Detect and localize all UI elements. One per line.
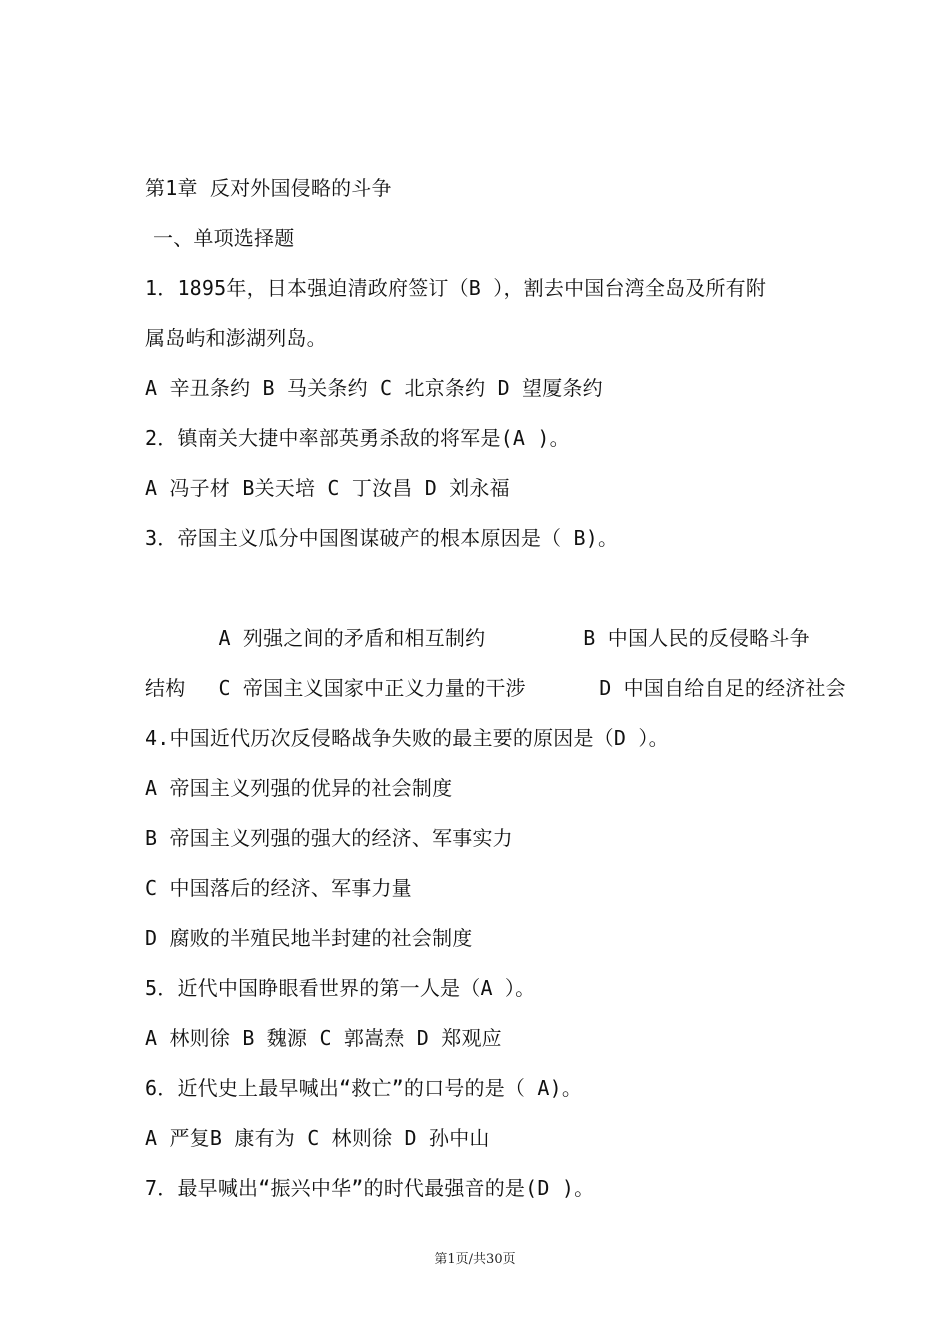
question-4: 4.中国近代历次反侵略战争失败的最主要的原因是（D ）。 [145,726,669,750]
question-3: 3．帝国主义瓜分中国图谋破产的根本原因是（ B)。 [145,526,619,550]
option-gap [526,676,599,700]
section-title: 一、单项选择题 [153,226,295,250]
option-gap [485,626,583,650]
question-3-option-d: D 中国自给自足的经济社会 [599,676,846,700]
question-7: 7．最早喊出“振兴中华”的时代最强音的是(D )。 [145,1176,595,1200]
page-number: 第1页/共30页 [434,1252,516,1267]
question-4-option-a: A 帝国主义列强的优异的社会制度 [145,776,453,800]
question-3-option-d-continued: 结构 [145,676,186,700]
question-6-options: A 严复B 康有为 C 林则徐 D 孙中山 [145,1126,490,1150]
question-4-option-b: B 帝国主义列强的强大的经济、军事实力 [145,826,513,850]
question-2-options: A 冯子材 B关天培 C 丁汝昌 D 刘永福 [145,476,510,500]
question-3-option-b: B 中国人民的反侵略斗争 [583,626,810,650]
question-1-options: A 辛丑条约 B 马关条约 C 北京条约 D 望厦条约 [145,376,603,400]
question-3-options-row-1 [145,563,815,650]
question-3-option-a: A 列强之间的矛盾和相互制约 [218,626,486,650]
question-5-options: A 林则徐 B 魏源 C 郭嵩焘 D 郑观应 [145,1026,502,1050]
question-4-option-c: C 中国落后的经济、军事力量 [145,876,412,900]
chapter-title: 第1章 反对外国侵略的斗争 [145,176,392,200]
question-1-line-1: 1．1895年，日本强迫清政府签订（B ），割去中国台湾全岛及所有附 [145,276,767,300]
question-3-option-c: C 帝国主义国家中正义力量的干涉 [218,676,526,700]
question-1-line-2: 属岛屿和澎湖列岛。 [145,326,327,350]
document-body [145,163,846,1213]
question-4-option-d: D 腐败的半殖民地半封建的社会制度 [145,926,473,950]
question-5: 5．近代中国睁眼看世界的第一人是（A ）。 [145,976,536,1000]
question-6: 6．近代史上最早喊出“救亡”的口号的是（ A)。 [145,1076,583,1100]
question-2: 2．镇南关大捷中率部英勇杀敌的将军是(A )。 [145,426,570,450]
